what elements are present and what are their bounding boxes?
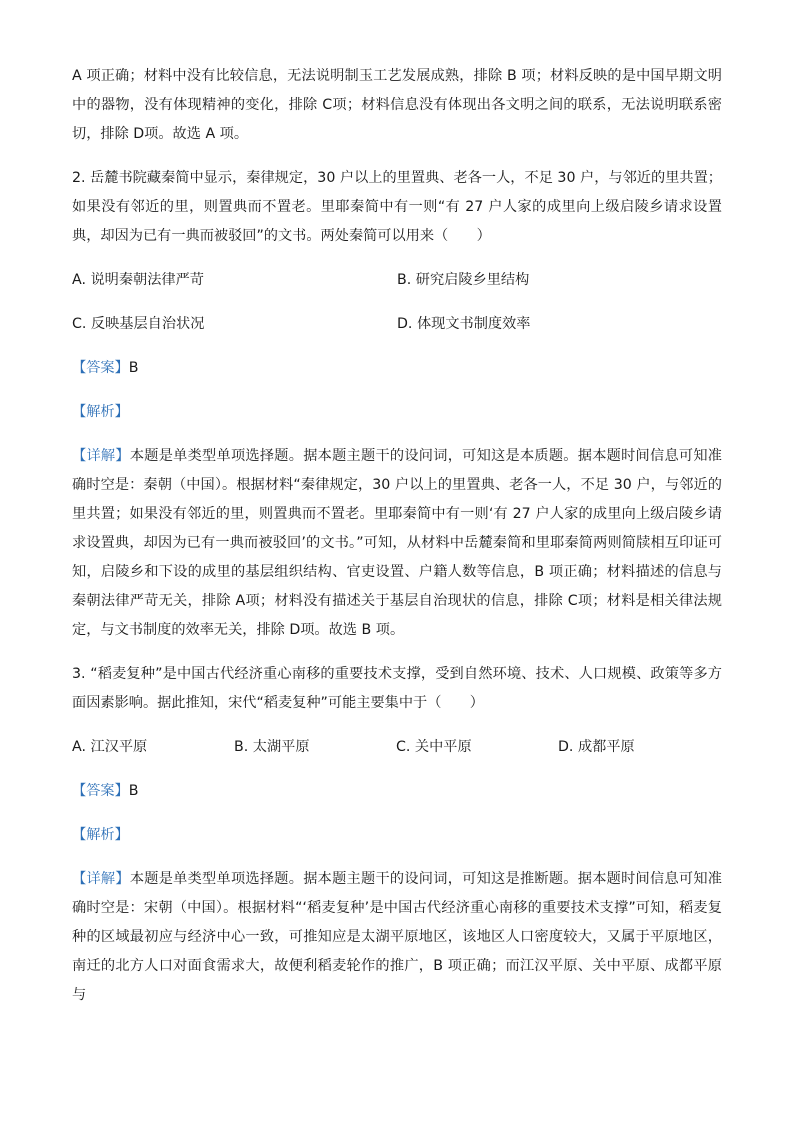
q3-answer-line (72, 777, 722, 806)
q2-option-a: A. 说明秦朝法律严苛 (72, 272, 204, 288)
q2-analysis-tag: 【解析】 (72, 404, 129, 420)
q2-option-b: B. 研究启陵乡里结构 (397, 272, 530, 288)
q2-option-c: C. 反映基层自治状况 (72, 316, 205, 332)
q3-detail-tag: 【详解】 (72, 871, 130, 887)
q2-options (72, 266, 722, 339)
q3-stem: 3. “稻麦复种”是中国古代经济重心南移的重要技术支撑，受到自然环境、技术、人口规模、政策等多方面因素影响。据此推知，宋代“稻麦复种”可能主要集中于（ ） (72, 666, 722, 711)
q3-answer: B (128, 783, 139, 799)
q3-analysis-line (72, 821, 722, 850)
q2-answer: B (128, 360, 139, 376)
q3-detail-text: 本题是单类型单项选择题。据本题主题干的设问词，可知这是推断题。据本题时间信息可知准确时空是：宋朝（中国）。根据材料“‘稻麦复种’是中国古代经济重心南移的重要技术支撑”可知，稻麦复种的区域最初应与经济中心一致，可推知应是太湖平原地区，该地区人口密度较大，又属于平原地区，南迁的北方人口对面食需求大，故便利稻麦轮作的推广，B 项正确；而江汉平原、关中平原、成都平原与 (72, 871, 722, 1003)
q3-options (72, 733, 722, 762)
q3-detail (72, 865, 722, 1010)
q2-option-d: D. 体现文书制度效率 (397, 316, 531, 332)
q2-answer-line (72, 354, 722, 383)
q3-option-d: D. 成都平原 (558, 739, 635, 755)
q2-stem: 2. 岳麓书院藏秦简中显示，秦律规定，30 户以上的里置典、老各一人，不足 30 户，与邻近的里共置；如果没有邻近的里，则置典而不置老。里耶秦简中有一则“有 27 户人家的成里向上级启陵乡请求设置典，却因为已有一典而被驳回”的文书。两处秦简可以用来（ ） (72, 170, 722, 244)
q2-detail (72, 442, 722, 645)
q2-answer-tag: 【答案】 (72, 360, 129, 376)
q2-detail-text: 本题是单类型单项选择题。据本题主题干的设问词，可知这是本质题。据本题时间信息可知准确时空是：秦朝（中国）。根据材料“秦律规定，30 户以上的里置典、老各一人，不足 30 户，与邻近的里共置；如果没有邻近的里，则置典而不置老。里耶秦简中有一则‘有 27 户人家的成里向上级启陵乡请求设置典，却因为已有一典而被驳回’的文书。”可知，从材料中岳麓秦简和里耶秦简两则简牍相互印证可知，启陵乡和下设的成里的基层组织结构、官吏设置、户籍人数等信息，B 项正确；材料描述的信息与秦朝法律严苛无关，排除 A项；材料没有描述关于基层自治现状的信息，排除 C项；材料是相关律法规定，与文书制度的效率无关，排除 D项。故选 B 项。 (72, 448, 722, 638)
q3-option-a: A. 江汉平原 (72, 739, 148, 755)
q3-option-c: C. 关中平原 (396, 739, 472, 755)
document-page (72, 62, 722, 1010)
q3-answer-tag: 【答案】 (72, 783, 129, 799)
q2-analysis-line (72, 398, 722, 427)
q1-explanation-tail: A 项正确；材料中没有比较信息，无法说明制玉工艺发展成熟，排除 B 项；材料反映的是中国早期文明中的器物，没有体现精神的变化，排除 C项；材料信息没有体现出各文明之间的联系，无法说明联系密切，排除 D项。故选 A 项。 (72, 68, 722, 142)
q3-analysis-tag: 【解析】 (72, 827, 129, 843)
q3-option-b: B. 太湖平原 (234, 739, 310, 755)
q2-detail-tag: 【详解】 (72, 448, 130, 464)
